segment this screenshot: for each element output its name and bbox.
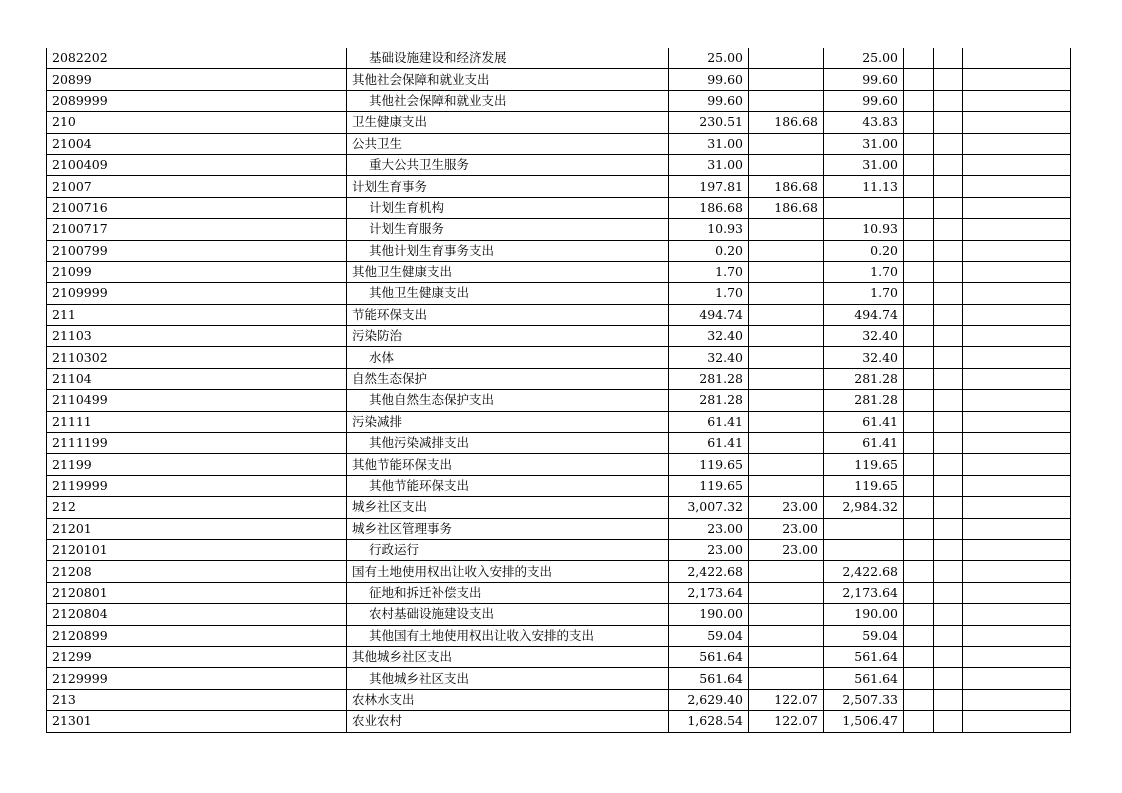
subject-code-cell: 2089999 bbox=[47, 90, 347, 111]
table-row bbox=[47, 582, 1071, 603]
empty-cell bbox=[904, 454, 934, 475]
empty-cell bbox=[963, 604, 1071, 625]
subject-name-cell: 计划生育事务 bbox=[347, 176, 669, 197]
empty-cell bbox=[963, 539, 1071, 560]
project-expenditure-cell: 1.70 bbox=[824, 283, 904, 304]
subject-code-cell: 2120101 bbox=[47, 539, 347, 560]
empty-cell bbox=[963, 112, 1071, 133]
total-amount-cell: 561.64 bbox=[669, 646, 749, 667]
table-row bbox=[47, 625, 1071, 646]
empty-cell bbox=[934, 133, 963, 154]
empty-cell bbox=[963, 625, 1071, 646]
subject-code-cell: 2100716 bbox=[47, 197, 347, 218]
project-expenditure-cell: 2,984.32 bbox=[824, 497, 904, 518]
empty-cell bbox=[904, 668, 934, 689]
budget-table-sheet bbox=[46, 48, 1070, 733]
empty-cell bbox=[963, 582, 1071, 603]
subject-code-cell: 2100799 bbox=[47, 240, 347, 261]
subject-name-cell: 基础设施建设和经济发展 bbox=[347, 48, 669, 69]
subject-code-cell: 20899 bbox=[47, 69, 347, 90]
project-expenditure-cell: 2,422.68 bbox=[824, 561, 904, 582]
empty-cell bbox=[963, 411, 1071, 432]
basic-expenditure-cell bbox=[749, 48, 824, 69]
basic-expenditure-cell bbox=[749, 625, 824, 646]
subject-name-cell: 卫生健康支出 bbox=[347, 112, 669, 133]
subject-name-cell: 其他社会保障和就业支出 bbox=[347, 90, 669, 111]
total-amount-cell: 1.70 bbox=[669, 261, 749, 282]
empty-cell bbox=[934, 69, 963, 90]
subject-name-cell: 其他城乡社区支出 bbox=[347, 668, 669, 689]
empty-cell bbox=[934, 304, 963, 325]
total-amount-cell: 119.65 bbox=[669, 454, 749, 475]
basic-expenditure-cell: 186.68 bbox=[749, 176, 824, 197]
empty-cell bbox=[963, 368, 1071, 389]
subject-name-cell: 征地和拆迁补偿支出 bbox=[347, 582, 669, 603]
empty-cell bbox=[934, 433, 963, 454]
table-row bbox=[47, 475, 1071, 496]
total-amount-cell: 2,422.68 bbox=[669, 561, 749, 582]
empty-cell bbox=[934, 176, 963, 197]
empty-cell bbox=[904, 112, 934, 133]
total-amount-cell: 31.00 bbox=[669, 133, 749, 154]
table-row bbox=[47, 347, 1071, 368]
empty-cell bbox=[934, 326, 963, 347]
table-row bbox=[47, 326, 1071, 347]
subject-name-cell: 计划生育机构 bbox=[347, 197, 669, 218]
table-row bbox=[47, 411, 1071, 432]
empty-cell bbox=[904, 433, 934, 454]
total-amount-cell: 10.93 bbox=[669, 219, 749, 240]
basic-expenditure-cell bbox=[749, 646, 824, 667]
empty-cell bbox=[904, 411, 934, 432]
basic-expenditure-cell: 186.68 bbox=[749, 112, 824, 133]
project-expenditure-cell: 32.40 bbox=[824, 347, 904, 368]
project-expenditure-cell: 494.74 bbox=[824, 304, 904, 325]
empty-cell bbox=[963, 433, 1071, 454]
table-row bbox=[47, 240, 1071, 261]
project-expenditure-cell: 190.00 bbox=[824, 604, 904, 625]
table-row bbox=[47, 304, 1071, 325]
empty-cell bbox=[963, 518, 1071, 539]
empty-cell bbox=[934, 497, 963, 518]
basic-expenditure-cell bbox=[749, 347, 824, 368]
basic-expenditure-cell bbox=[749, 475, 824, 496]
basic-expenditure-cell: 23.00 bbox=[749, 539, 824, 560]
project-expenditure-cell bbox=[824, 518, 904, 539]
table-row bbox=[47, 368, 1071, 389]
empty-cell bbox=[934, 390, 963, 411]
subject-name-cell: 城乡社区支出 bbox=[347, 497, 669, 518]
project-expenditure-cell: 561.64 bbox=[824, 668, 904, 689]
basic-expenditure-cell bbox=[749, 90, 824, 111]
table-row bbox=[47, 197, 1071, 218]
total-amount-cell: 2,173.64 bbox=[669, 582, 749, 603]
empty-cell bbox=[963, 689, 1071, 710]
basic-expenditure-cell bbox=[749, 240, 824, 261]
empty-cell bbox=[934, 197, 963, 218]
subject-code-cell: 21099 bbox=[47, 261, 347, 282]
subject-code-cell: 21201 bbox=[47, 518, 347, 539]
empty-cell bbox=[934, 582, 963, 603]
table-body bbox=[47, 48, 1071, 732]
table-row bbox=[47, 689, 1071, 710]
subject-name-cell: 国有土地使用权出让收入安排的支出 bbox=[347, 561, 669, 582]
empty-cell bbox=[904, 261, 934, 282]
empty-cell bbox=[934, 240, 963, 261]
table-row bbox=[47, 283, 1071, 304]
subject-code-cell: 2120801 bbox=[47, 582, 347, 603]
empty-cell bbox=[904, 133, 934, 154]
table-row bbox=[47, 433, 1071, 454]
subject-code-cell: 21208 bbox=[47, 561, 347, 582]
subject-name-cell: 节能环保支出 bbox=[347, 304, 669, 325]
project-expenditure-cell bbox=[824, 197, 904, 218]
subject-code-cell: 21299 bbox=[47, 646, 347, 667]
table-row bbox=[47, 604, 1071, 625]
empty-cell bbox=[934, 475, 963, 496]
empty-cell bbox=[904, 582, 934, 603]
empty-cell bbox=[963, 90, 1071, 111]
empty-cell bbox=[934, 112, 963, 133]
empty-cell bbox=[934, 48, 963, 69]
basic-expenditure-cell bbox=[749, 668, 824, 689]
project-expenditure-cell: 61.41 bbox=[824, 411, 904, 432]
empty-cell bbox=[963, 69, 1071, 90]
subject-name-cell: 自然生态保护 bbox=[347, 368, 669, 389]
empty-cell bbox=[934, 518, 963, 539]
basic-expenditure-cell bbox=[749, 304, 824, 325]
total-amount-cell: 119.65 bbox=[669, 475, 749, 496]
basic-expenditure-cell: 186.68 bbox=[749, 197, 824, 218]
table-row bbox=[47, 90, 1071, 111]
empty-cell bbox=[904, 604, 934, 625]
empty-cell bbox=[904, 561, 934, 582]
basic-expenditure-cell bbox=[749, 582, 824, 603]
subject-name-cell: 污染减排 bbox=[347, 411, 669, 432]
subject-name-cell: 其他卫生健康支出 bbox=[347, 283, 669, 304]
subject-code-cell: 21301 bbox=[47, 711, 347, 732]
total-amount-cell: 61.41 bbox=[669, 411, 749, 432]
budget-expenditure-table bbox=[46, 48, 1071, 733]
subject-name-cell: 其他计划生育事务支出 bbox=[347, 240, 669, 261]
subject-name-cell: 其他国有土地使用权出让收入安排的支出 bbox=[347, 625, 669, 646]
empty-cell bbox=[934, 689, 963, 710]
total-amount-cell: 281.28 bbox=[669, 390, 749, 411]
subject-name-cell: 农业农村 bbox=[347, 711, 669, 732]
basic-expenditure-cell: 122.07 bbox=[749, 689, 824, 710]
subject-name-cell: 水体 bbox=[347, 347, 669, 368]
empty-cell bbox=[934, 261, 963, 282]
subject-name-cell: 行政运行 bbox=[347, 539, 669, 560]
basic-expenditure-cell bbox=[749, 454, 824, 475]
subject-code-cell: 213 bbox=[47, 689, 347, 710]
total-amount-cell: 0.20 bbox=[669, 240, 749, 261]
subject-code-cell: 212 bbox=[47, 497, 347, 518]
project-expenditure-cell: 1,506.47 bbox=[824, 711, 904, 732]
empty-cell bbox=[934, 454, 963, 475]
project-expenditure-cell: 25.00 bbox=[824, 48, 904, 69]
empty-cell bbox=[963, 390, 1071, 411]
empty-cell bbox=[934, 283, 963, 304]
empty-cell bbox=[934, 668, 963, 689]
project-expenditure-cell: 31.00 bbox=[824, 133, 904, 154]
subject-name-cell: 公共卫生 bbox=[347, 133, 669, 154]
empty-cell bbox=[963, 48, 1071, 69]
empty-cell bbox=[934, 154, 963, 175]
subject-code-cell: 2082202 bbox=[47, 48, 347, 69]
table-row bbox=[47, 711, 1071, 732]
empty-cell bbox=[904, 154, 934, 175]
subject-code-cell: 2119999 bbox=[47, 475, 347, 496]
total-amount-cell: 197.81 bbox=[669, 176, 749, 197]
total-amount-cell: 32.40 bbox=[669, 326, 749, 347]
empty-cell bbox=[963, 668, 1071, 689]
total-amount-cell: 190.00 bbox=[669, 604, 749, 625]
empty-cell bbox=[904, 646, 934, 667]
project-expenditure-cell: 99.60 bbox=[824, 69, 904, 90]
empty-cell bbox=[934, 347, 963, 368]
empty-cell bbox=[963, 561, 1071, 582]
project-expenditure-cell: 32.40 bbox=[824, 326, 904, 347]
table-row bbox=[47, 261, 1071, 282]
basic-expenditure-cell bbox=[749, 154, 824, 175]
project-expenditure-cell: 31.00 bbox=[824, 154, 904, 175]
table-row bbox=[47, 518, 1071, 539]
empty-cell bbox=[963, 326, 1071, 347]
project-expenditure-cell: 1.70 bbox=[824, 261, 904, 282]
total-amount-cell: 61.41 bbox=[669, 433, 749, 454]
empty-cell bbox=[904, 497, 934, 518]
total-amount-cell: 561.64 bbox=[669, 668, 749, 689]
empty-cell bbox=[904, 240, 934, 261]
empty-cell bbox=[963, 347, 1071, 368]
total-amount-cell: 1.70 bbox=[669, 283, 749, 304]
empty-cell bbox=[963, 475, 1071, 496]
subject-code-cell: 21111 bbox=[47, 411, 347, 432]
total-amount-cell: 3,007.32 bbox=[669, 497, 749, 518]
subject-code-cell: 2109999 bbox=[47, 283, 347, 304]
table-row bbox=[47, 48, 1071, 69]
table-row bbox=[47, 561, 1071, 582]
empty-cell bbox=[934, 90, 963, 111]
project-expenditure-cell: 2,507.33 bbox=[824, 689, 904, 710]
empty-cell bbox=[963, 646, 1071, 667]
table-row bbox=[47, 390, 1071, 411]
empty-cell bbox=[904, 625, 934, 646]
subject-code-cell: 2120899 bbox=[47, 625, 347, 646]
basic-expenditure-cell bbox=[749, 368, 824, 389]
basic-expenditure-cell bbox=[749, 133, 824, 154]
subject-code-cell: 211 bbox=[47, 304, 347, 325]
empty-cell bbox=[904, 347, 934, 368]
empty-cell bbox=[904, 176, 934, 197]
subject-name-cell: 其他社会保障和就业支出 bbox=[347, 69, 669, 90]
subject-code-cell: 2129999 bbox=[47, 668, 347, 689]
empty-cell bbox=[963, 219, 1071, 240]
table-row bbox=[47, 646, 1071, 667]
project-expenditure-cell: 0.20 bbox=[824, 240, 904, 261]
total-amount-cell: 99.60 bbox=[669, 90, 749, 111]
total-amount-cell: 281.28 bbox=[669, 368, 749, 389]
subject-name-cell: 其他节能环保支出 bbox=[347, 475, 669, 496]
basic-expenditure-cell bbox=[749, 433, 824, 454]
empty-cell bbox=[904, 48, 934, 69]
empty-cell bbox=[904, 69, 934, 90]
empty-cell bbox=[963, 283, 1071, 304]
subject-name-cell: 其他污染减排支出 bbox=[347, 433, 669, 454]
subject-code-cell: 2110302 bbox=[47, 347, 347, 368]
basic-expenditure-cell bbox=[749, 604, 824, 625]
empty-cell bbox=[934, 411, 963, 432]
empty-cell bbox=[904, 326, 934, 347]
empty-cell bbox=[963, 176, 1071, 197]
project-expenditure-cell: 10.93 bbox=[824, 219, 904, 240]
table-row bbox=[47, 176, 1071, 197]
basic-expenditure-cell bbox=[749, 411, 824, 432]
total-amount-cell: 2,629.40 bbox=[669, 689, 749, 710]
empty-cell bbox=[934, 368, 963, 389]
subject-name-cell: 城乡社区管理事务 bbox=[347, 518, 669, 539]
empty-cell bbox=[934, 539, 963, 560]
project-expenditure-cell: 43.83 bbox=[824, 112, 904, 133]
basic-expenditure-cell bbox=[749, 69, 824, 90]
empty-cell bbox=[904, 518, 934, 539]
empty-cell bbox=[963, 154, 1071, 175]
project-expenditure-cell: 561.64 bbox=[824, 646, 904, 667]
empty-cell bbox=[904, 219, 934, 240]
empty-cell bbox=[904, 689, 934, 710]
total-amount-cell: 99.60 bbox=[669, 69, 749, 90]
subject-code-cell: 21199 bbox=[47, 454, 347, 475]
subject-name-cell: 农村基础设施建设支出 bbox=[347, 604, 669, 625]
empty-cell bbox=[934, 711, 963, 732]
table-row bbox=[47, 133, 1071, 154]
empty-cell bbox=[963, 304, 1071, 325]
table-row bbox=[47, 668, 1071, 689]
subject-name-cell: 污染防治 bbox=[347, 326, 669, 347]
empty-cell bbox=[904, 475, 934, 496]
subject-name-cell: 其他卫生健康支出 bbox=[347, 261, 669, 282]
project-expenditure-cell: 2,173.64 bbox=[824, 582, 904, 603]
table-row bbox=[47, 454, 1071, 475]
basic-expenditure-cell: 23.00 bbox=[749, 497, 824, 518]
table-row bbox=[47, 112, 1071, 133]
empty-cell bbox=[963, 197, 1071, 218]
total-amount-cell: 230.51 bbox=[669, 112, 749, 133]
project-expenditure-cell: 119.65 bbox=[824, 475, 904, 496]
project-expenditure-cell: 281.28 bbox=[824, 390, 904, 411]
subject-code-cell: 21103 bbox=[47, 326, 347, 347]
subject-code-cell: 2100717 bbox=[47, 219, 347, 240]
empty-cell bbox=[904, 283, 934, 304]
total-amount-cell: 32.40 bbox=[669, 347, 749, 368]
empty-cell bbox=[963, 133, 1071, 154]
subject-name-cell: 其他自然生态保护支出 bbox=[347, 390, 669, 411]
empty-cell bbox=[934, 219, 963, 240]
table-row bbox=[47, 154, 1071, 175]
project-expenditure-cell: 99.60 bbox=[824, 90, 904, 111]
basic-expenditure-cell: 122.07 bbox=[749, 711, 824, 732]
basic-expenditure-cell bbox=[749, 261, 824, 282]
basic-expenditure-cell: 23.00 bbox=[749, 518, 824, 539]
total-amount-cell: 31.00 bbox=[669, 154, 749, 175]
empty-cell bbox=[934, 561, 963, 582]
total-amount-cell: 59.04 bbox=[669, 625, 749, 646]
subject-code-cell: 2100409 bbox=[47, 154, 347, 175]
subject-code-cell: 21007 bbox=[47, 176, 347, 197]
subject-code-cell: 2120804 bbox=[47, 604, 347, 625]
empty-cell bbox=[904, 539, 934, 560]
empty-cell bbox=[963, 454, 1071, 475]
subject-name-cell: 农林水支出 bbox=[347, 689, 669, 710]
subject-name-cell: 重大公共卫生服务 bbox=[347, 154, 669, 175]
project-expenditure-cell: 61.41 bbox=[824, 433, 904, 454]
subject-code-cell: 21004 bbox=[47, 133, 347, 154]
empty-cell bbox=[904, 390, 934, 411]
empty-cell bbox=[934, 604, 963, 625]
total-amount-cell: 1,628.54 bbox=[669, 711, 749, 732]
subject-code-cell: 21104 bbox=[47, 368, 347, 389]
empty-cell bbox=[963, 497, 1071, 518]
empty-cell bbox=[934, 625, 963, 646]
empty-cell bbox=[963, 240, 1071, 261]
table-row bbox=[47, 497, 1071, 518]
subject-code-cell: 2111199 bbox=[47, 433, 347, 454]
empty-cell bbox=[963, 261, 1071, 282]
basic-expenditure-cell bbox=[749, 219, 824, 240]
subject-name-cell: 计划生育服务 bbox=[347, 219, 669, 240]
empty-cell bbox=[904, 304, 934, 325]
empty-cell bbox=[904, 711, 934, 732]
subject-name-cell: 其他节能环保支出 bbox=[347, 454, 669, 475]
project-expenditure-cell bbox=[824, 539, 904, 560]
empty-cell bbox=[934, 646, 963, 667]
project-expenditure-cell: 11.13 bbox=[824, 176, 904, 197]
total-amount-cell: 494.74 bbox=[669, 304, 749, 325]
empty-cell bbox=[963, 711, 1071, 732]
total-amount-cell: 23.00 bbox=[669, 539, 749, 560]
table-row bbox=[47, 219, 1071, 240]
subject-code-cell: 210 bbox=[47, 112, 347, 133]
basic-expenditure-cell bbox=[749, 326, 824, 347]
total-amount-cell: 25.00 bbox=[669, 48, 749, 69]
empty-cell bbox=[904, 90, 934, 111]
project-expenditure-cell: 119.65 bbox=[824, 454, 904, 475]
subject-name-cell: 其他城乡社区支出 bbox=[347, 646, 669, 667]
empty-cell bbox=[904, 197, 934, 218]
table-row bbox=[47, 69, 1071, 90]
empty-cell bbox=[904, 368, 934, 389]
project-expenditure-cell: 59.04 bbox=[824, 625, 904, 646]
total-amount-cell: 23.00 bbox=[669, 518, 749, 539]
subject-code-cell: 2110499 bbox=[47, 390, 347, 411]
table-row bbox=[47, 539, 1071, 560]
basic-expenditure-cell bbox=[749, 283, 824, 304]
basic-expenditure-cell bbox=[749, 390, 824, 411]
basic-expenditure-cell bbox=[749, 561, 824, 582]
project-expenditure-cell: 281.28 bbox=[824, 368, 904, 389]
total-amount-cell: 186.68 bbox=[669, 197, 749, 218]
